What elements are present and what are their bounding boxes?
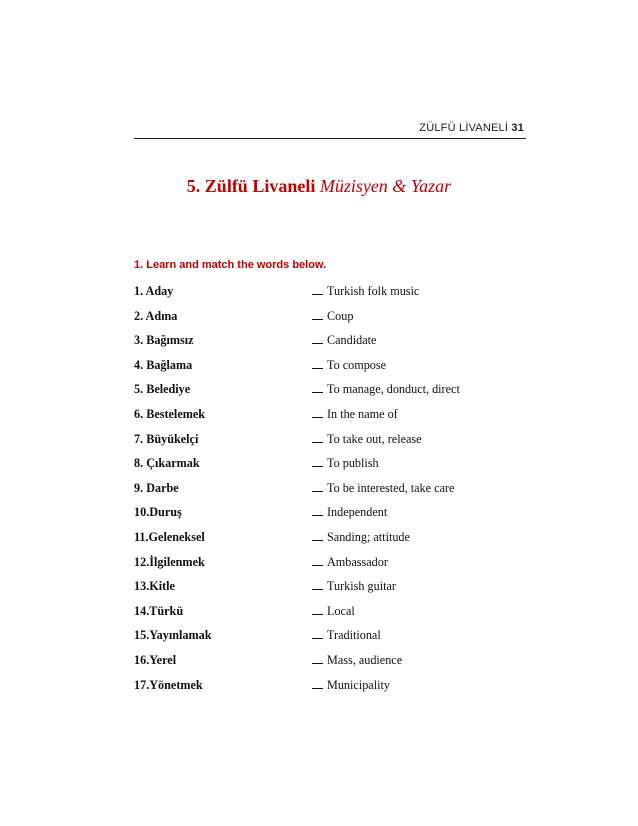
match-row [134, 358, 534, 383]
turkish-word: 8. Çıkarmak [134, 456, 200, 471]
match-row [134, 333, 534, 358]
page-header [134, 118, 526, 139]
english-meaning [312, 530, 410, 545]
turkish-word: 7. Büyükelçi [134, 431, 199, 446]
english-meaning [312, 579, 396, 594]
turkish-word: 10.Duruş [134, 505, 182, 520]
english-meaning [312, 382, 460, 397]
match-row [134, 382, 534, 407]
answer-blank[interactable] [312, 284, 323, 295]
meaning-text: Coup [327, 308, 354, 323]
match-row [134, 628, 534, 653]
answer-blank[interactable] [312, 358, 323, 369]
english-meaning [312, 604, 355, 619]
chapter-title-subtitle: Müzisyen & Yazar [319, 176, 452, 196]
match-row [134, 407, 534, 432]
match-row [134, 604, 534, 629]
chapter-title-main: 5. Zülfü Livaneli [186, 176, 316, 196]
match-row [134, 309, 534, 334]
english-meaning [312, 407, 398, 422]
running-header [419, 122, 524, 134]
matching-list [134, 284, 534, 702]
turkish-word: 5. Belediye [134, 382, 191, 397]
meaning-text: In the name of [327, 406, 398, 421]
meaning-text: Turkish guitar [327, 579, 396, 594]
answer-blank[interactable] [312, 505, 323, 516]
match-row [134, 284, 534, 309]
meaning-text: Mass, audience [327, 652, 403, 667]
match-row [134, 653, 534, 678]
meaning-text: To take out, release [327, 431, 422, 446]
english-meaning [312, 481, 454, 496]
match-row [134, 678, 534, 703]
chapter-title [0, 176, 638, 197]
meaning-text: To be interested, take care [327, 480, 455, 495]
meaning-text: Sanding; attitude [327, 529, 410, 544]
turkish-word: 15.Yayınlamak [134, 628, 212, 643]
match-row [134, 456, 534, 481]
english-meaning [312, 309, 353, 324]
meaning-text: To manage, donduct, direct [327, 382, 460, 397]
english-meaning [312, 456, 379, 471]
answer-blank[interactable] [312, 604, 323, 615]
exercise-instruction: 1. Learn and match the words below. [134, 259, 327, 271]
match-row [134, 481, 534, 506]
match-row [134, 579, 534, 604]
answer-blank[interactable] [312, 579, 323, 590]
english-meaning [312, 333, 376, 348]
english-meaning [312, 628, 381, 643]
english-meaning [312, 555, 388, 570]
answer-blank[interactable] [312, 530, 323, 541]
english-meaning [312, 284, 419, 299]
turkish-word: 4. Bağlama [134, 357, 193, 372]
chapter-name: ZÜLFÜ LİVANELİ [419, 122, 509, 134]
english-meaning [312, 678, 390, 693]
turkish-word: 6. Bestelemek [134, 406, 206, 421]
match-row [134, 530, 534, 555]
answer-blank[interactable] [312, 309, 323, 320]
turkish-word: 3. Bağımsız [134, 333, 194, 348]
turkish-word: 1. Aday [134, 284, 174, 298]
match-row [134, 505, 534, 530]
answer-blank[interactable] [312, 456, 323, 467]
english-meaning [312, 653, 402, 668]
page-number: 31 [511, 122, 524, 134]
answer-blank[interactable] [312, 555, 323, 566]
answer-blank[interactable] [312, 432, 323, 443]
meaning-text: Municipality [327, 677, 390, 692]
answer-blank[interactable] [312, 382, 323, 393]
english-meaning [312, 358, 386, 373]
meaning-text: Ambassador [327, 554, 388, 569]
meaning-text: Traditional [327, 628, 381, 643]
turkish-word: 11.Geleneksel [134, 529, 205, 544]
meaning-text: To publish [327, 456, 379, 471]
match-row [134, 432, 534, 457]
answer-blank[interactable] [312, 653, 323, 664]
english-meaning [312, 505, 387, 520]
meaning-text: To compose [327, 357, 387, 372]
meaning-text: Candidate [327, 333, 377, 348]
turkish-word: 2. Adına [134, 308, 178, 323]
turkish-word: 9. Darbe [134, 480, 179, 495]
answer-blank[interactable] [312, 481, 323, 492]
meaning-text: Turkish folk music [327, 284, 420, 298]
turkish-word: 12.İlgilenmek [134, 554, 205, 569]
meaning-text: Local [327, 603, 355, 618]
answer-blank[interactable] [312, 628, 323, 639]
meaning-text: Independent [327, 505, 388, 520]
turkish-word: 16.Yerel [134, 652, 177, 667]
answer-blank[interactable] [312, 678, 323, 689]
turkish-word: 13.Kitle [134, 579, 175, 594]
turkish-word: 17.Yönetmek [134, 677, 203, 692]
english-meaning [312, 432, 422, 447]
match-row [134, 555, 534, 580]
turkish-word: 14.Türkü [134, 603, 184, 618]
answer-blank[interactable] [312, 407, 323, 418]
answer-blank[interactable] [312, 333, 323, 344]
